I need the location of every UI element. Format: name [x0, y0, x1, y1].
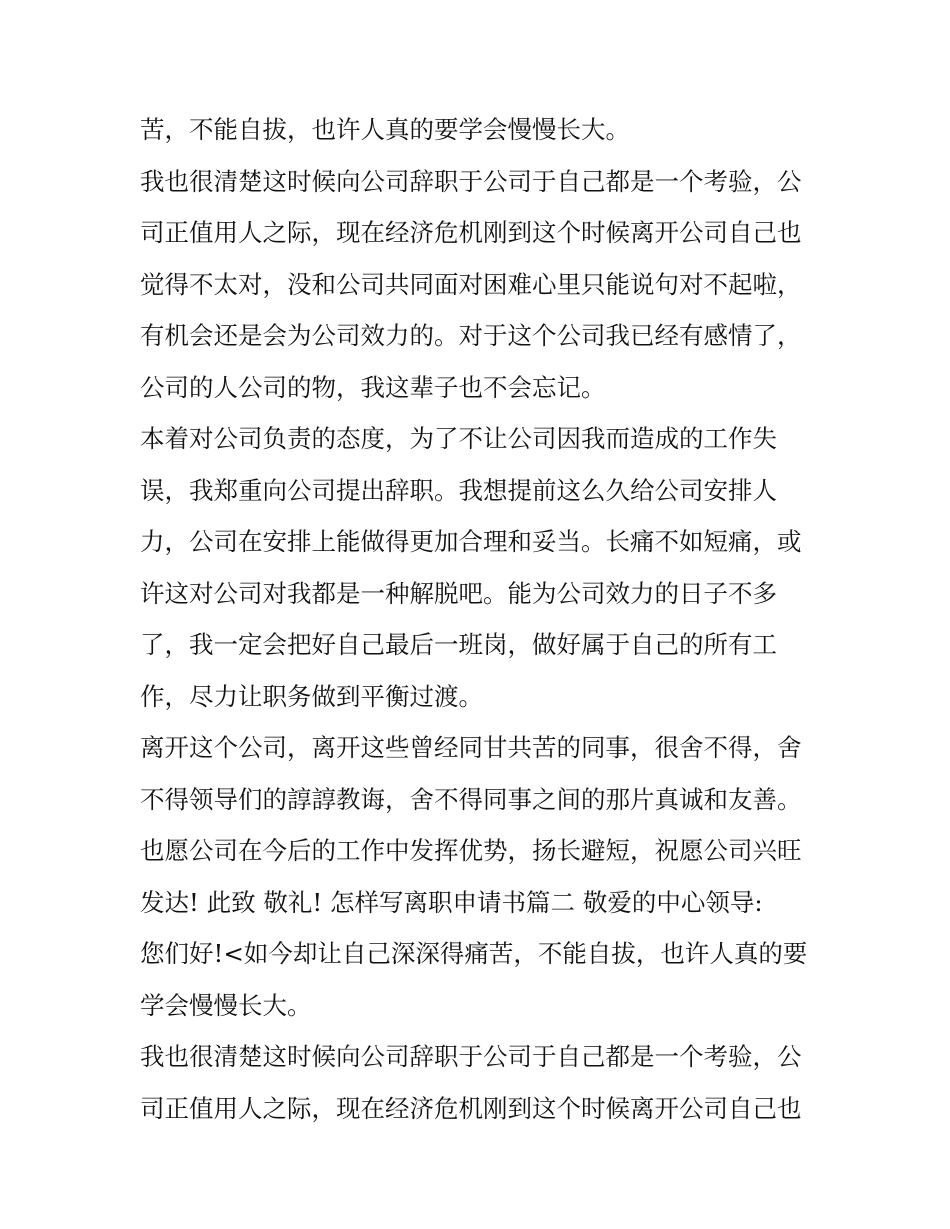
text-line: 觉得不太对，没和公司共同面对困难心里只能说句对不起啦， — [140, 269, 802, 299]
text-line: 离开这个公司，离开这些曾经同甘共苦的同事，很舍不得，舍 — [140, 733, 802, 762]
text-line: 作，尽力让职务做到平衡过渡。 — [140, 681, 483, 711]
text-line: 也愿公司在今后的工作中发挥优势，扬长避短，祝愿公司兴旺 — [140, 836, 802, 865]
text-line: 了，我一定会把好自己最后一班岗，做好属于自己的所有工 — [140, 630, 777, 659]
text-line: 发达! 此致 敬礼! 怎样写离职申请书篇二 敬爱的中心领导: — [140, 887, 763, 917]
text-line: 误，我郑重向公司提出辞职。我想提前这么久给公司安排人 — [140, 475, 777, 505]
text-line: 我也很清楚这时候向公司辞职于公司于自己都是一个考验，公 — [140, 1042, 802, 1071]
text-line: 您们好!<如今却让自己深深得痛苦，不能自拔，也许人真的要 — [140, 939, 808, 968]
text-line: 苦，不能自拔，也许人真的要学会慢慢长大。 — [140, 115, 630, 144]
text-line: 司正值用人之际，现在经济危机刚到这个时候离开公司自己也 — [140, 1093, 802, 1123]
text-line: 司正值用人之际，现在经济危机刚到这个时候离开公司自己也 — [140, 218, 802, 247]
text-line: 公司的人公司的物，我这辈子也不会忘记。 — [140, 372, 606, 402]
text-line: 本着对公司负责的态度，为了不让公司因我而造成的工作失 — [140, 424, 777, 453]
text-line: 许这对公司对我都是一种解脱吧。能为公司效力的日子不多 — [140, 578, 777, 608]
text-line: 有机会还是会为公司效力的。对于这个公司我已经有感情了， — [140, 321, 802, 350]
text-line: 力，公司在安排上能做得更加合理和妥当。长痛不如短痛，或 — [140, 527, 802, 556]
text-line: 我也很清楚这时候向公司辞职于公司于自己都是一个考验，公 — [140, 166, 802, 196]
body-text — [140, 104, 820, 1134]
text-line: 不得领导们的諄諄教诲，舍不得同事之间的那片真诚和友善。 — [140, 784, 802, 814]
text-line: 学会慢慢长大。 — [140, 990, 312, 1020]
